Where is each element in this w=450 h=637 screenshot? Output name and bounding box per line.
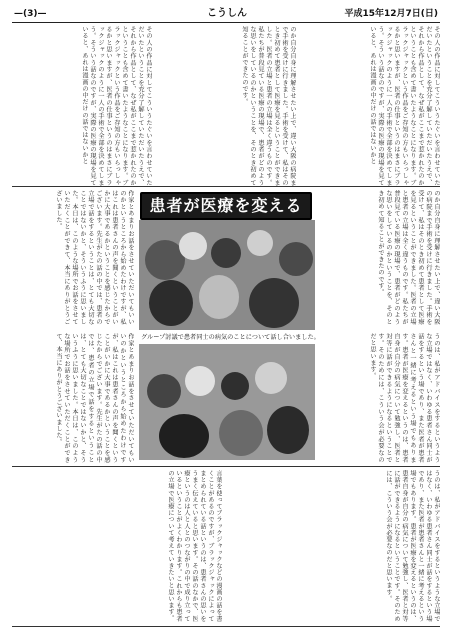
section-rule-top xyxy=(12,186,440,187)
article-text-top-center: のか自分自身に理解させたい上で、違い大阪の病院まで手術を受けに行きました。手術を受けて、私はそのとき初めて患者として医療を見るということができました。医者の立場と患者の立場は全く違うものです。私たちが普段見ている医療の現場で、患者がどのような思いをしているのかということを、そのとき初めて知ることができたのです。 xyxy=(241,26,296,186)
section-rule-bottom xyxy=(12,466,440,467)
headline-banner: 患者が医療を変える xyxy=(140,192,312,220)
article-text-mid-left: 作家とあまりお話をさせていただいてもいいのかというところから始めたわけですが、私はこれは患者さんの声を聞くということがいかに大事であるかということを感じたからでございます。先生がたの話の中では、患者の立場で話をするということは、とても大切なことではないかと、そういうふうに思いました。本日は、このような場所でお話をさせていただくことができて、本当にありがとうございました。 xyxy=(55,190,134,325)
issue-date: 平成15年12月7日(日) xyxy=(344,9,438,19)
footer-rule xyxy=(12,626,440,627)
article-text-top-left: その人の作品に対してこういうたぐいを言わせていただいたということを充分了解していただいたうえで、それから作品として、なぜ私がここまで惹かれたのかということも含めて書いたようなことになります。ブラックジャックという作品をご存知の方もいらっしゃるかと思いますが、医者の仕事というのはまさにブラックジャックのように一人の手術で全部を決めてしまう。そういう話なのですが、実際の医療の現場を見ていると、あれは漫画の中だけの話ではないかと xyxy=(81,26,152,186)
article-text-mid-left-lower: 作家とあまりお話をさせていただいてもいいのかというところから始めたわけですが、私はこれは患者さんの声を聞くということがいかに大事であるかということを感じたからでございます。先生がたの話の中では、患者の立場で話をするということは、とても大切なことではないかと、そういうふうに思いました。本日は、このような場所でお話をさせていただくことができて、本当にありがとうございました。 xyxy=(55,333,134,463)
article-text-bottom-left: 言葉を使ってブラックジャックなどの漫画の話を書くことがあるのですが、ブラックジャックによってまとめられている話というのは、患者さんの思いをうまく伝えていると思います。その話のなかで、医療というのは人と人とのつながりの中で成り立っているということがよくわかります。これからも患者の立場で医療について考えていきたいと思います。 xyxy=(167,470,222,622)
newsletter-title: こうしん xyxy=(207,8,247,19)
header-rule xyxy=(12,22,440,23)
meeting-photo-bottom xyxy=(139,344,315,460)
page-number: —(3)— xyxy=(14,9,47,19)
article-text-mid-right-lower: うのは、私がアドバイスをするというような立場ではなく、いわゆる患者さん同士が話をするという場であり、また医者が患者さんと一緒に考えるという場でもあります。患者が医療を変えるというのは、患者自身が自分の病気について勉強し、医者と対等に話ができるようになるということです。そのためには、こういう会が必要なのだと思います。 xyxy=(369,333,440,463)
photo-caption: グループ討議で患者同士の病気のことについて話し合いました。 xyxy=(141,334,320,341)
article-text-top-right: その人の作品に対してこういうたぐいを言わせていただいたということを充分了解していただいたうえで、それから作品として、なぜ私がここまで惹かれたのかということも含めて書いたようなことになります。ブラックジャックという作品をご存知の方もいらっしゃるかと思いますが、医者の仕事というのはまさにブラックジャックのように一人の手術で全部を決めてしまう。そういう話なのですが、実際の医療の現場を見ていると、あれは漫画の中だけの話ではないかと xyxy=(369,26,440,186)
page-header xyxy=(12,4,440,24)
meeting-photo-top xyxy=(139,220,315,330)
article-text-mid-right: のか自分自身に理解させたい上で、違い大阪の病院まで手術を受けに行きました。手術を受けて、私はそのとき初めて患者として医療を見るということができました。医者の立場と患者の立場は全く違うものです。私たちが普段見ている医療の現場で、患者がどのような思いをしているのかということを、そのとき初めて知ることができたのです。 xyxy=(377,190,440,325)
article-text-bottom-right: うのは、私がアドバイスをするというような立場ではなく、いわゆる患者さん同士が話をするという場であり、また医者が患者さんと一緒に考えるという場でもあります。患者が医療を変えるというのは、患者自身が自分の病気について勉強し、医者と対等に話ができるようになるということです。そのためには、こういう会が必要なのだと思います。 xyxy=(385,470,440,622)
